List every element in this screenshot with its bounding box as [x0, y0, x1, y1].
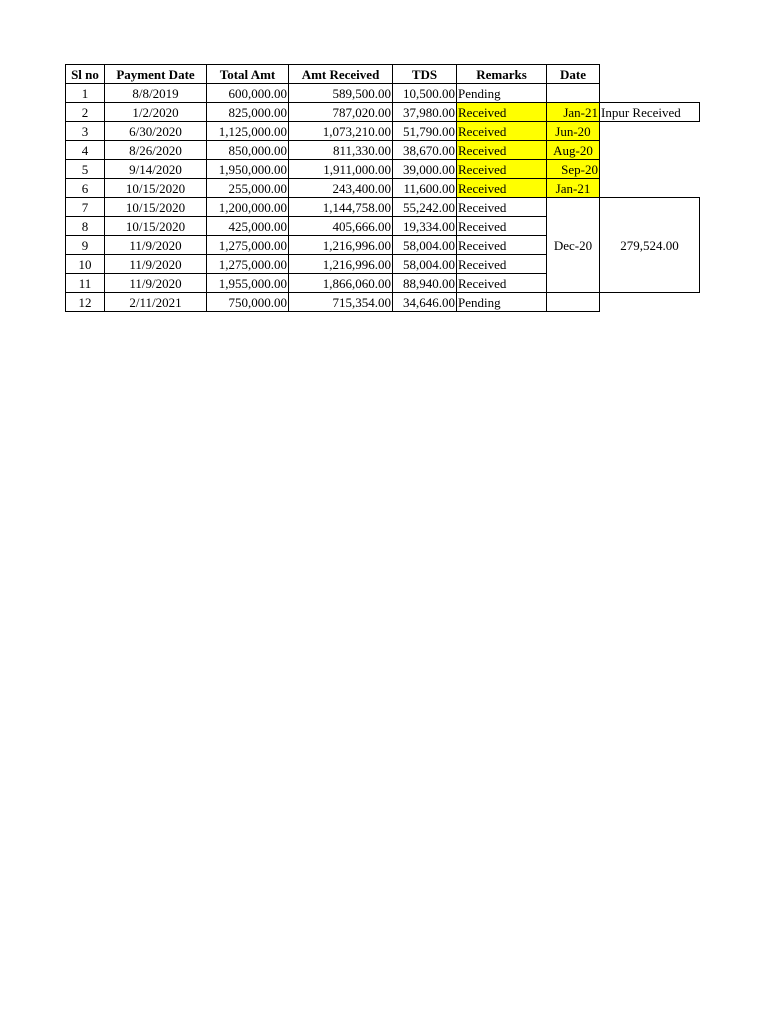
cell-amt-received: 1,911,000.00	[289, 160, 393, 179]
cell-remarks: Received	[457, 236, 547, 255]
cell-date	[547, 84, 600, 103]
cell-note	[600, 84, 700, 103]
cell-date: Jan-21	[547, 179, 600, 198]
cell-remarks: Received	[457, 179, 547, 198]
cell-payment-date: 11/9/2020	[105, 274, 207, 293]
cell-remarks: Received	[457, 141, 547, 160]
cell-total-amt: 1,955,000.00	[207, 274, 289, 293]
table-row	[66, 293, 700, 312]
cell-sl-no: 4	[66, 141, 105, 160]
cell-remarks: Received	[457, 122, 547, 141]
cell-payment-date: 11/9/2020	[105, 236, 207, 255]
cell-remarks: Received	[457, 255, 547, 274]
cell-total-amt: 255,000.00	[207, 179, 289, 198]
cell-payment-date: 10/15/2020	[105, 217, 207, 236]
cell-total-amt: 1,125,000.00	[207, 122, 289, 141]
cell-total-amt: 750,000.00	[207, 293, 289, 312]
cell-sl-no: 12	[66, 293, 105, 312]
cell-amt-received: 811,330.00	[289, 141, 393, 160]
cell-total-amt: 1,275,000.00	[207, 255, 289, 274]
cell-tds: 39,000.00	[393, 160, 457, 179]
cell-total-amt: 1,200,000.00	[207, 198, 289, 217]
cell-amt-received: 1,866,060.00	[289, 274, 393, 293]
cell-amt-received: 243,400.00	[289, 179, 393, 198]
cell-remarks: Received	[457, 103, 547, 122]
cell-total-amt: 825,000.00	[207, 103, 289, 122]
cell-sl-no: 3	[66, 122, 105, 141]
cell-sl-no: 7	[66, 198, 105, 217]
cell-note: Inpur Received	[600, 103, 700, 122]
cell-remarks: Received	[457, 217, 547, 236]
header-remarks: Remarks	[457, 65, 547, 84]
cell-note	[600, 122, 700, 141]
cell-remarks: Received	[457, 274, 547, 293]
cell-note	[600, 160, 700, 179]
cell-tds: 55,242.00	[393, 198, 457, 217]
cell-sl-no: 10	[66, 255, 105, 274]
cell-payment-date: 8/8/2019	[105, 84, 207, 103]
cell-tds: 10,500.00	[393, 84, 457, 103]
empty-cell	[600, 293, 700, 312]
cell-date	[547, 293, 600, 312]
payments-table	[65, 64, 700, 312]
cell-total-amt: 1,950,000.00	[207, 160, 289, 179]
cell-payment-date: 9/14/2020	[105, 160, 207, 179]
cell-tds: 38,670.00	[393, 141, 457, 160]
cell-payment-date: 6/30/2020	[105, 122, 207, 141]
cell-date: Sep-20	[547, 160, 600, 179]
cell-payment-date: 8/26/2020	[105, 141, 207, 160]
merged-tds-total-cell: 279,524.00	[600, 198, 700, 293]
cell-amt-received: 1,073,210.00	[289, 122, 393, 141]
cell-payment-date: 1/2/2020	[105, 103, 207, 122]
cell-note	[600, 179, 700, 198]
cell-remarks: Pending	[457, 84, 547, 103]
cell-total-amt: 850,000.00	[207, 141, 289, 160]
cell-amt-received: 715,354.00	[289, 293, 393, 312]
cell-tds: 11,600.00	[393, 179, 457, 198]
cell-sl-no: 9	[66, 236, 105, 255]
table-row	[66, 160, 700, 179]
cell-date: Jun-20	[547, 122, 600, 141]
cell-total-amt: 425,000.00	[207, 217, 289, 236]
header-row	[66, 65, 700, 84]
cell-sl-no: 1	[66, 84, 105, 103]
header-sl-no: Sl no	[66, 65, 105, 84]
header-amt-received: Amt Received	[289, 65, 393, 84]
cell-remarks: Received	[457, 198, 547, 217]
cell-amt-received: 1,216,996.00	[289, 236, 393, 255]
cell-payment-date: 10/15/2020	[105, 179, 207, 198]
cell-amt-received: 1,144,758.00	[289, 198, 393, 217]
cell-remarks: Pending	[457, 293, 547, 312]
cell-sl-no: 11	[66, 274, 105, 293]
cell-payment-date: 2/11/2021	[105, 293, 207, 312]
cell-amt-received: 1,216,996.00	[289, 255, 393, 274]
cell-note	[600, 141, 700, 160]
cell-payment-date: 11/9/2020	[105, 255, 207, 274]
cell-sl-no: 8	[66, 217, 105, 236]
cell-total-amt: 600,000.00	[207, 84, 289, 103]
cell-tds: 34,646.00	[393, 293, 457, 312]
header-total-amt: Total Amt	[207, 65, 289, 84]
cell-date: Aug-20	[547, 141, 600, 160]
table-row	[66, 179, 700, 198]
cell-date: Jan-21	[547, 103, 600, 122]
cell-amt-received: 589,500.00	[289, 84, 393, 103]
table-row	[66, 84, 700, 103]
cell-tds: 88,940.00	[393, 274, 457, 293]
cell-remarks: Received	[457, 160, 547, 179]
table-row	[66, 103, 700, 122]
header-date: Date	[547, 65, 600, 84]
cell-tds: 51,790.00	[393, 122, 457, 141]
cell-sl-no: 5	[66, 160, 105, 179]
table-row	[66, 122, 700, 141]
cell-tds: 19,334.00	[393, 217, 457, 236]
empty-cell	[600, 65, 700, 84]
table-row	[66, 198, 700, 217]
cell-tds: 37,980.00	[393, 103, 457, 122]
cell-total-amt: 1,275,000.00	[207, 236, 289, 255]
merged-date-cell: Dec-20	[547, 198, 600, 293]
header-tds: TDS	[393, 65, 457, 84]
cell-tds: 58,004.00	[393, 236, 457, 255]
cell-sl-no: 2	[66, 103, 105, 122]
cell-tds: 58,004.00	[393, 255, 457, 274]
cell-sl-no: 6	[66, 179, 105, 198]
table-row	[66, 141, 700, 160]
cell-amt-received: 405,666.00	[289, 217, 393, 236]
cell-payment-date: 10/15/2020	[105, 198, 207, 217]
header-payment-date: Payment Date	[105, 65, 207, 84]
cell-amt-received: 787,020.00	[289, 103, 393, 122]
